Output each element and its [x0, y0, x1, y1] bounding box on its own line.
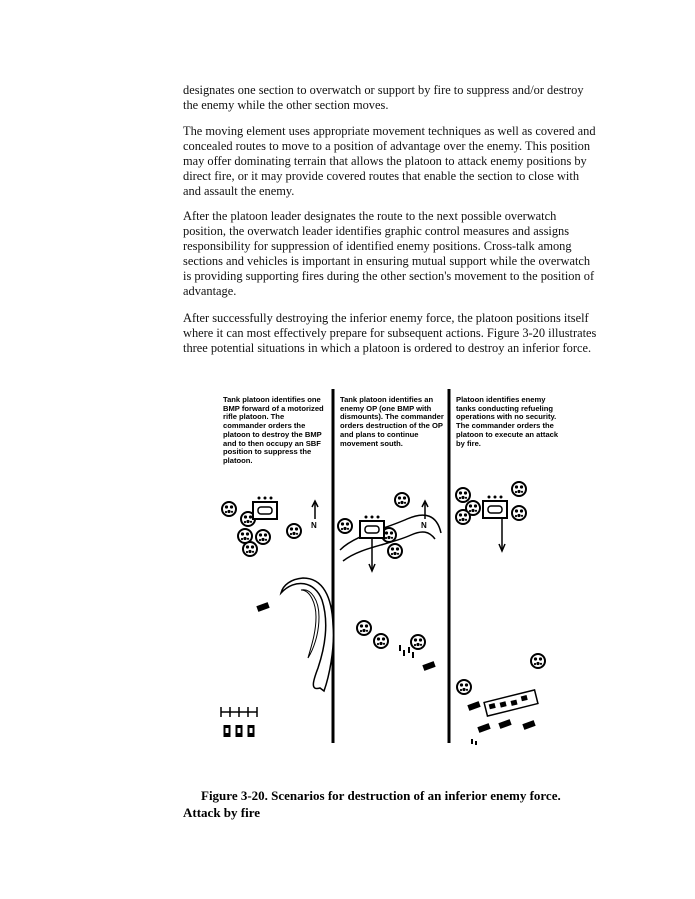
tree-symbol: [531, 654, 545, 668]
tree-symbol: [357, 621, 371, 635]
north-label: N: [421, 521, 427, 530]
tree-symbol: [374, 634, 388, 648]
tree-symbol: [512, 482, 526, 496]
tree-symbol: [512, 506, 526, 520]
panel-1-caption: Tank platoon identifies one BMP forward of a motorized rifle platoon. The commander orders the platoon to destroy the BMP and to then occupy an SBF position to suppress the platoon.: [223, 395, 324, 465]
tank-symbol: [224, 725, 231, 737]
movement-arrow: [499, 519, 505, 551]
figure-title-line-1: Figure 3-20. Scenarios for destruction of an inferior enemy force.: [201, 788, 561, 803]
hill-contour-inner: [301, 590, 319, 658]
tank-symbol: [498, 719, 511, 729]
tank-symbol: [477, 723, 490, 733]
enemy-op-symbol: [360, 516, 384, 539]
panel-2-caption: Tank platoon identifies an enemy OP (one BMP with dismounts). The commander orders destruction of the OP and plans to continue movement south.: [340, 395, 444, 448]
body-paragraph-3: After the platoon leader designates the route to the next possible overwatch position, the overwatch leader identifies graphic control measures and assigns responsibility for suppression of identified enemy positions. Cross-talk among sections and vehicles is important in ensuring mutual support while the overwatch is providing supporting fires during the other section's movement to the position of advantage.: [183, 209, 595, 298]
panel-1-graphics: [221, 497, 333, 738]
panel-3-caption: Platoon identifies enemy tanks conducting refueling operations with no security. The commander orders the platoon to execute an attack by fire.: [456, 395, 559, 448]
tank-symbol: [256, 602, 269, 612]
body-paragraph-2: The moving element uses appropriate movement techniques as well as covered and concealed routes to move to a position of advantage over the enemy. This position may offer dominating terrain that allows the platoon to attack enemy positions by direct fire, or it may provide covered routes that enable the section to close with and assault the enemy.: [183, 124, 596, 198]
tree-symbol: [456, 510, 470, 524]
enemy-platoon-symbol: [253, 497, 277, 520]
tree-symbol: [338, 519, 352, 533]
body-paragraph-1: designates one section to overwatch or support by fire to suppress and/or destroy the enemy while the other section moves.: [183, 83, 584, 112]
body-paragraph-4: After successfully destroying the inferior enemy force, the platoon positions itself where it can most effectively prepare for subsequent actions. Figure 3-20 illustrates three potential situations in which a platoon is ordered to destroy an inferior force.: [183, 311, 597, 355]
tree-symbol: [456, 488, 470, 502]
tree-symbol: [287, 524, 301, 538]
figure-3-20-diagram: [215, 385, 600, 745]
refueling-site-symbol: [484, 690, 538, 716]
tank-symbol: [467, 701, 480, 711]
tree-symbol: [222, 502, 236, 516]
north-label: N: [311, 521, 317, 530]
figure-title-line-2: Attack by fire: [183, 805, 261, 820]
hill-contour: [281, 578, 333, 691]
enemy-tanks-symbol: [483, 496, 507, 519]
movement-arrow: [369, 539, 375, 571]
tree-symbol: [395, 493, 409, 507]
sbf-position-symbol: [221, 707, 257, 717]
tank-symbol: [422, 661, 435, 671]
tree-symbol: [238, 529, 252, 543]
tree-symbol: [411, 635, 425, 649]
tank-symbol: [522, 720, 535, 730]
tree-symbol: [388, 544, 402, 558]
tank-symbol: [236, 725, 243, 737]
tree-symbol: [256, 530, 270, 544]
north-arrow: [312, 501, 318, 519]
figure-title: [183, 787, 603, 821]
tree-symbol: [457, 680, 471, 694]
panel-3-graphics: [456, 482, 545, 745]
panel-2-graphics: [338, 493, 441, 671]
tree-symbol: [243, 542, 257, 556]
tank-symbol: [248, 725, 255, 737]
dismounts-symbol: [471, 739, 477, 745]
